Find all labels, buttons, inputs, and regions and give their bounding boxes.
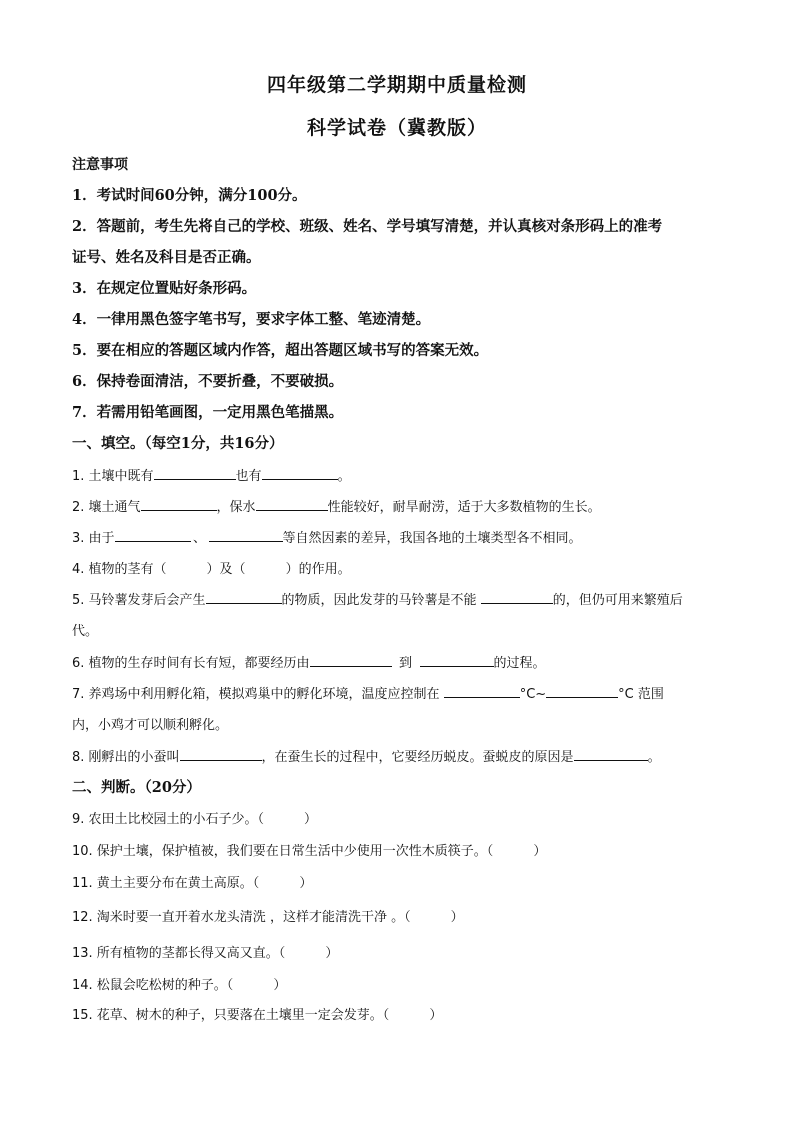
exam-subtitle: 科学试卷（冀教版） bbox=[306, 117, 487, 139]
question-6: 6. 植物的生存时间有长有短，都要经历由 到 的过程。 bbox=[72, 656, 546, 671]
answer-blank[interactable] bbox=[444, 685, 520, 698]
question-2: 2. 壤土通气 ，保水 性能较好，耐旱耐涝，适于大多数植物的生长。 bbox=[72, 500, 601, 515]
question-8: 8. 刚孵出的小蚕叫 ，在蚕生长的过程中，它要经历蜕皮。蚕蜕皮的原因是 。 bbox=[72, 750, 661, 765]
exam-title: 四年级第二学期期中质量检测 bbox=[266, 74, 527, 96]
notice-item: 1．考试时间60分钟，满分100分。 bbox=[72, 187, 307, 204]
answer-blank[interactable] bbox=[154, 467, 236, 480]
question-4: 4. 植物的茎有（ ）及（ ）的作用。 bbox=[72, 562, 351, 577]
judge-item: 10. 保护土壤，保护植被，我们要在日常生活中少使用一次性木质筷子。（ ） bbox=[72, 844, 547, 859]
notice-item: 2．答题前，考生先将自己的学校、班级、姓名、学号填写清楚，并认真核对条形码上的准考 bbox=[72, 218, 663, 235]
answer-blank[interactable] bbox=[115, 529, 191, 542]
notice-item: 7．若需用铅笔画图，一定用黑色笔描黑。 bbox=[72, 404, 344, 421]
notice-item: 3．在规定位置贴好条形码。 bbox=[72, 280, 257, 297]
notice-item: 4．一律用黑色签字笔书写，要求字体工整、笔迹清楚。 bbox=[72, 311, 431, 328]
answer-blank[interactable] bbox=[180, 748, 262, 761]
judge-item: 15. 花草、树木的种子，只要落在土壤里一定会发芽。（ ） bbox=[72, 1008, 443, 1023]
question-3: 3. 由于 、 等自然因素的差异，我国各地的土壤类型各不相同。 bbox=[72, 531, 582, 546]
question-5: 5. 马铃薯发芽后会产生 的物质，因此发芽的马铃薯是不能 的，但仍可用来繁殖后 bbox=[72, 593, 683, 608]
judge-item: 14. 松鼠会吃松树的种子。（ ） bbox=[72, 978, 287, 993]
answer-blank[interactable] bbox=[206, 591, 282, 604]
notice-heading: 注意事项 bbox=[72, 157, 128, 173]
answer-blank[interactable] bbox=[481, 591, 553, 604]
notice-item: 证号、姓名及科目是否正确。 bbox=[72, 249, 261, 266]
section2-heading: 二、判断。（20分） bbox=[72, 779, 201, 796]
question-7: 7. 养鸡场中利用孵化箱，模拟鸡巢中的孵化环境，温度应控制在 °C~ °C 范围 bbox=[72, 687, 664, 702]
judge-item: 12. 淘米时要一直开着水龙头清洗 ，这样才能清洗干净 。（ ） bbox=[72, 910, 464, 925]
answer-blank[interactable] bbox=[141, 498, 217, 511]
answer-blank[interactable] bbox=[420, 654, 494, 667]
answer-blank[interactable] bbox=[574, 748, 648, 761]
answer-blank[interactable] bbox=[310, 654, 392, 667]
answer-blank[interactable] bbox=[209, 529, 283, 542]
question-1: 1. 土壤中既有 也有 。 bbox=[72, 469, 351, 484]
answer-blank[interactable] bbox=[262, 467, 338, 480]
question-7-cont: 内，小鸡才可以顺利孵化。 bbox=[72, 718, 229, 733]
answer-blank[interactable] bbox=[546, 685, 618, 698]
notice-item: 5．要在相应的答题区域内作答，超出答题区域书写的答案无效。 bbox=[72, 342, 489, 359]
answer-blank[interactable] bbox=[256, 498, 328, 511]
notice-item: 6．保持卷面清洁，不要折叠，不要破损。 bbox=[72, 373, 344, 390]
section1-heading: 一、填空。（每空1分，共16分） bbox=[72, 435, 284, 452]
judge-item: 11. 黄土主要分布在黄土高原。（ ） bbox=[72, 876, 313, 891]
judge-item: 9. 农田土比校园土的小石子少。（ ） bbox=[72, 812, 318, 827]
question-5-cont: 代。 bbox=[72, 624, 99, 639]
judge-item: 13. 所有植物的茎都长得又高又直。（ ） bbox=[72, 946, 339, 961]
